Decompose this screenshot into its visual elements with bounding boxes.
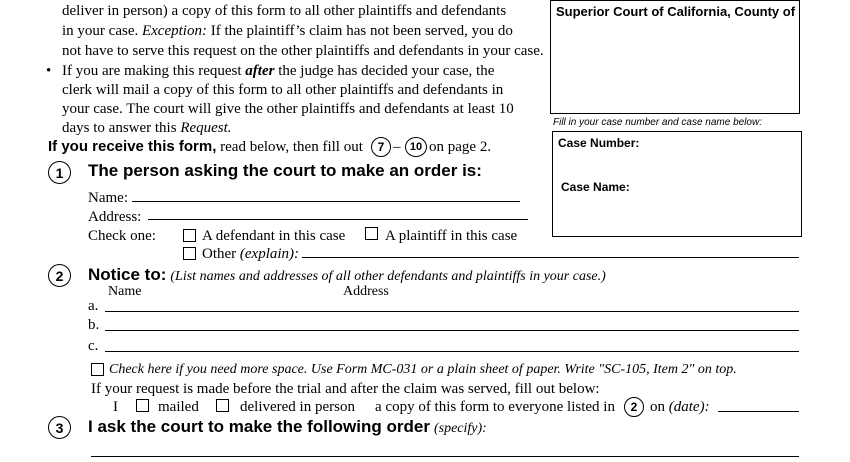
- ref-10: 10: [405, 137, 427, 157]
- check-one-label: Check one:: [88, 228, 156, 244]
- section-3-heading: I ask the court to make the following order (specify):: [88, 417, 487, 436]
- court-box: [550, 0, 800, 114]
- section-3-number: 3: [48, 416, 71, 439]
- intro-line-5: clerk will mail a copy of this form to all other plaintiffs and defendants in: [62, 82, 504, 98]
- address-field[interactable]: [148, 219, 528, 220]
- row-c-field[interactable]: [105, 351, 799, 352]
- column-name: Name: [108, 284, 142, 299]
- more-space-checkbox[interactable]: [91, 363, 104, 376]
- delivered-label: delivered in person: [240, 399, 355, 415]
- intro-line-2: in your case. Exception: If the plaintiff’s claim has not been served, you do: [62, 23, 513, 39]
- i-label: I: [113, 399, 118, 415]
- if-request-text: If your request is made before the trial and after the claim was served, fill out below:: [91, 381, 600, 397]
- address-label: Address:: [88, 209, 142, 225]
- case-name-label: Case Name:: [561, 180, 630, 194]
- row-a-field[interactable]: [105, 311, 799, 312]
- intro-line-3: not have to serve this request on the other plaintiffs and defendants in your case.: [62, 43, 544, 59]
- column-address: Address: [343, 284, 389, 299]
- more-space-text: Check here if you need more space. Use Form MC-031 or a plain sheet of paper. Write "SC-105, Item 2" on top.: [109, 362, 737, 377]
- intro-line-1: deliver in person) a copy of this form to all other plaintiffs and defendants: [62, 3, 507, 19]
- other-label: Other (explain):: [202, 246, 300, 262]
- ref-7: 7: [371, 137, 391, 157]
- receive-instructions: If you receive this form, read below, then fill out: [48, 138, 363, 155]
- copy-text: a copy of this form to everyone listed in: [375, 399, 615, 415]
- defendant-label: A defendant in this case: [202, 228, 346, 244]
- ref-2: 2: [624, 397, 644, 417]
- bullet: •: [46, 63, 52, 79]
- court-box-title: Superior Court of California, County of: [556, 4, 796, 19]
- intro-line-6: your case. The court will give the other plaintiffs and defendants at least 10: [62, 101, 514, 117]
- section-1-number: 1: [48, 161, 71, 184]
- case-box: [552, 131, 802, 237]
- section-2-heading: Notice to: (List names and addresses of all other defendants and plaintiffs in your case.): [88, 265, 606, 284]
- plaintiff-label: A plaintiff in this case: [385, 228, 518, 244]
- name-field[interactable]: [132, 201, 520, 202]
- on-date-label: on (date):: [650, 399, 710, 415]
- row-c-label: c.: [88, 338, 99, 354]
- order-field[interactable]: [91, 456, 799, 457]
- date-field[interactable]: [718, 411, 799, 412]
- name-label: Name:: [88, 190, 128, 206]
- other-checkbox[interactable]: [183, 247, 196, 260]
- section-2-number: 2: [48, 264, 71, 287]
- intro-line-7: days to answer this Request.: [62, 120, 232, 136]
- mailed-label: mailed: [158, 399, 199, 415]
- intro-line-4: If you are making this request after the judge has decided your case, the: [62, 63, 495, 79]
- receive-tail: on page 2.: [429, 139, 492, 155]
- delivered-checkbox[interactable]: [216, 399, 229, 412]
- case-box-hint: Fill in your case number and case name below:: [553, 117, 762, 128]
- row-b-field[interactable]: [105, 330, 799, 331]
- row-a-label: a.: [88, 298, 99, 314]
- section-1-heading: The person asking the court to make an order is:: [88, 161, 482, 180]
- ref-dash: –: [393, 139, 401, 155]
- defendant-checkbox[interactable]: [183, 229, 196, 242]
- plaintiff-checkbox[interactable]: [365, 227, 378, 240]
- row-b-label: b.: [88, 317, 100, 333]
- mailed-checkbox[interactable]: [136, 399, 149, 412]
- other-explain-field[interactable]: [302, 257, 799, 258]
- case-number-label: Case Number:: [558, 136, 640, 150]
